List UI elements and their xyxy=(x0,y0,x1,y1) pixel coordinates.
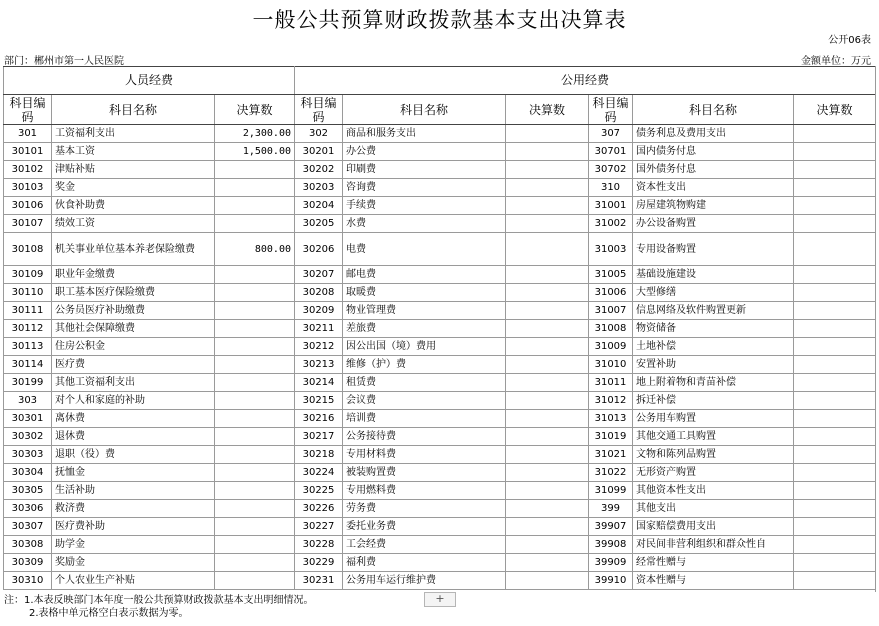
cell-code: 302 xyxy=(295,125,343,143)
cell-name: 救济费 xyxy=(52,500,215,518)
cell-amount xyxy=(215,392,295,410)
col-amount-header: 决算数 xyxy=(215,95,295,125)
cell-name: 劳务费 xyxy=(343,500,506,518)
cell-amount xyxy=(794,518,876,536)
cell-code: 30229 xyxy=(295,554,343,572)
cell-code: 30228 xyxy=(295,536,343,554)
cell-code: 39907 xyxy=(589,518,633,536)
cell-amount xyxy=(215,464,295,482)
cell-code: 30309 xyxy=(4,554,52,572)
cell-amount xyxy=(506,428,589,446)
cell-name: 工资福利支出 xyxy=(52,125,215,143)
cell-amount xyxy=(506,179,589,197)
cell-code: 30217 xyxy=(295,428,343,446)
cell-code: 30103 xyxy=(4,179,52,197)
cell-amount xyxy=(794,536,876,554)
cell-name: 维修（护）费 xyxy=(343,356,506,374)
cell-name: 拆迁补偿 xyxy=(633,392,794,410)
cell-name: 取暖费 xyxy=(343,284,506,302)
public-header: 公用经费 xyxy=(295,67,876,95)
cell-amount xyxy=(215,197,295,215)
cell-amount xyxy=(215,320,295,338)
cell-amount xyxy=(215,161,295,179)
cell-amount xyxy=(215,500,295,518)
cell-code: 30206 xyxy=(295,233,343,266)
table-row xyxy=(4,302,876,320)
cell-amount xyxy=(506,284,589,302)
cell-name: 资本性支出 xyxy=(633,179,794,197)
cell-amount xyxy=(506,572,589,590)
cell-code: 310 xyxy=(589,179,633,197)
cell-code: 30310 xyxy=(4,572,52,590)
table-row xyxy=(4,464,876,482)
cell-name: 商品和服务支出 xyxy=(343,125,506,143)
cell-name: 其他资本性支出 xyxy=(633,482,794,500)
cell-name: 电费 xyxy=(343,233,506,266)
cell-name: 信息网络及软件购置更新 xyxy=(633,302,794,320)
cell-amount: 800.00 xyxy=(215,233,295,266)
cell-name: 机关事业单位基本养老保险缴费 xyxy=(52,233,215,266)
cell-amount xyxy=(506,215,589,233)
cell-amount xyxy=(794,161,876,179)
cell-amount xyxy=(506,197,589,215)
cell-code: 30114 xyxy=(4,356,52,374)
cell-code: 30227 xyxy=(295,518,343,536)
cell-amount xyxy=(794,392,876,410)
cell-name: 租赁费 xyxy=(343,374,506,392)
cell-amount xyxy=(794,179,876,197)
cell-amount xyxy=(506,500,589,518)
form-number: 公开06表 xyxy=(828,35,871,46)
cell-amount xyxy=(215,446,295,464)
cell-name: 委托业务费 xyxy=(343,518,506,536)
cell-code: 31006 xyxy=(589,284,633,302)
cell-name: 福利费 xyxy=(343,554,506,572)
cell-amount xyxy=(506,482,589,500)
table-row xyxy=(4,374,876,392)
cell-name: 国外债务付息 xyxy=(633,161,794,179)
cell-code: 30215 xyxy=(295,392,343,410)
cell-amount xyxy=(215,215,295,233)
cell-name: 医疗费补助 xyxy=(52,518,215,536)
cell-name: 其他交通工具购置 xyxy=(633,428,794,446)
cell-name: 助学金 xyxy=(52,536,215,554)
cell-name: 地上附着物和青苗补偿 xyxy=(633,374,794,392)
cell-amount xyxy=(794,284,876,302)
cell-name: 办公费 xyxy=(343,143,506,161)
cell-code: 30226 xyxy=(295,500,343,518)
cell-amount xyxy=(215,284,295,302)
cell-amount xyxy=(506,446,589,464)
personnel-header: 人员经费 xyxy=(4,67,295,95)
cell-code: 30201 xyxy=(295,143,343,161)
cell-code: 31021 xyxy=(589,446,633,464)
cell-name: 生活补助 xyxy=(52,482,215,500)
cell-name: 工会经费 xyxy=(343,536,506,554)
expand-button[interactable]: + xyxy=(424,592,456,607)
cell-name: 文物和陈列品购置 xyxy=(633,446,794,464)
cell-name: 基础设施建设 xyxy=(633,266,794,284)
cell-amount xyxy=(794,482,876,500)
cell-amount xyxy=(506,161,589,179)
cell-name: 大型修缮 xyxy=(633,284,794,302)
cell-amount xyxy=(506,536,589,554)
table-row xyxy=(4,338,876,356)
cell-amount xyxy=(794,572,876,590)
cell-code: 307 xyxy=(589,125,633,143)
cell-name: 安置补助 xyxy=(633,356,794,374)
cell-name: 差旅费 xyxy=(343,320,506,338)
cell-amount xyxy=(794,374,876,392)
amount-unit-label: 金额单位：万元 xyxy=(801,56,871,67)
table-row xyxy=(4,392,876,410)
cell-amount xyxy=(794,215,876,233)
cell-code: 39910 xyxy=(589,572,633,590)
cell-code: 30218 xyxy=(295,446,343,464)
cell-name: 伙食补助费 xyxy=(52,197,215,215)
table-row xyxy=(4,554,876,572)
cell-name: 专用材料费 xyxy=(343,446,506,464)
cell-name: 退职（役）费 xyxy=(52,446,215,464)
cell-code: 30205 xyxy=(295,215,343,233)
cell-code: 30199 xyxy=(4,374,52,392)
cell-amount xyxy=(215,266,295,284)
col-name-header: 科目名称 xyxy=(633,95,794,125)
cell-amount xyxy=(215,536,295,554)
cell-code: 30302 xyxy=(4,428,52,446)
cell-amount xyxy=(215,482,295,500)
cell-amount xyxy=(215,518,295,536)
cell-name: 绩效工资 xyxy=(52,215,215,233)
cell-name: 邮电费 xyxy=(343,266,506,284)
cell-name: 其他工资福利支出 xyxy=(52,374,215,392)
cell-amount xyxy=(506,464,589,482)
cell-code: 303 xyxy=(4,392,52,410)
table-right-border xyxy=(875,66,876,592)
table-row xyxy=(4,233,876,266)
cell-code: 30207 xyxy=(295,266,343,284)
cell-name: 国家赔偿费用支出 xyxy=(633,518,794,536)
cell-name: 公务用车购置 xyxy=(633,410,794,428)
cell-code: 30225 xyxy=(295,482,343,500)
cell-name: 离休费 xyxy=(52,410,215,428)
cell-amount xyxy=(506,302,589,320)
cell-name: 住房公积金 xyxy=(52,338,215,356)
cell-name: 房屋建筑物购建 xyxy=(633,197,794,215)
cell-code: 31009 xyxy=(589,338,633,356)
cell-amount xyxy=(794,233,876,266)
table-row xyxy=(4,143,876,161)
cell-amount xyxy=(794,464,876,482)
col-amount-header: 决算数 xyxy=(794,95,876,125)
cell-code: 31001 xyxy=(589,197,633,215)
cell-code: 30106 xyxy=(4,197,52,215)
cell-code: 31008 xyxy=(589,320,633,338)
cell-name: 基本工资 xyxy=(52,143,215,161)
cell-code: 31019 xyxy=(589,428,633,446)
cell-code: 30231 xyxy=(295,572,343,590)
cell-code: 31010 xyxy=(589,356,633,374)
cell-name: 其他支出 xyxy=(633,500,794,518)
cell-name: 手续费 xyxy=(343,197,506,215)
table-row xyxy=(4,428,876,446)
cell-name: 对民间非营利组织和群众性自 xyxy=(633,536,794,554)
table-row xyxy=(4,320,876,338)
cell-code: 30303 xyxy=(4,446,52,464)
cell-amount xyxy=(215,356,295,374)
table-row xyxy=(4,410,876,428)
cell-code: 31013 xyxy=(589,410,633,428)
cell-amount xyxy=(506,392,589,410)
table-row xyxy=(4,197,876,215)
cell-name: 奖金 xyxy=(52,179,215,197)
cell-code: 30111 xyxy=(4,302,52,320)
col-name-header: 科目名称 xyxy=(343,95,506,125)
table-row xyxy=(4,161,876,179)
cell-code: 30101 xyxy=(4,143,52,161)
cell-name: 公务用车运行维护费 xyxy=(343,572,506,590)
cell-code: 30209 xyxy=(295,302,343,320)
cell-code: 30216 xyxy=(295,410,343,428)
cell-amount xyxy=(794,125,876,143)
cell-amount xyxy=(506,320,589,338)
cell-code: 30304 xyxy=(4,464,52,482)
cell-code: 30308 xyxy=(4,536,52,554)
cell-name: 资本性赠与 xyxy=(633,572,794,590)
cell-amount: 2,300.00 xyxy=(215,125,295,143)
cell-name: 经常性赠与 xyxy=(633,554,794,572)
expenditure-table xyxy=(3,66,876,590)
table-row xyxy=(4,500,876,518)
cell-name: 办公设备购置 xyxy=(633,215,794,233)
cell-name: 职工基本医疗保险缴费 xyxy=(52,284,215,302)
cell-code: 30305 xyxy=(4,482,52,500)
cell-amount xyxy=(794,446,876,464)
cell-amount xyxy=(794,197,876,215)
cell-code: 30108 xyxy=(4,233,52,266)
cell-amount xyxy=(506,554,589,572)
cell-amount xyxy=(506,338,589,356)
cell-amount xyxy=(794,338,876,356)
col-code-header: 科目编码 xyxy=(295,95,343,125)
cell-amount: 1,500.00 xyxy=(215,143,295,161)
cell-code: 30107 xyxy=(4,215,52,233)
cell-code: 30224 xyxy=(295,464,343,482)
cell-amount xyxy=(794,410,876,428)
cell-name: 土地补偿 xyxy=(633,338,794,356)
cell-amount xyxy=(215,410,295,428)
cell-name: 因公出国（境）费用 xyxy=(343,338,506,356)
table-row xyxy=(4,179,876,197)
cell-name: 退休费 xyxy=(52,428,215,446)
cell-code: 30208 xyxy=(295,284,343,302)
cell-code: 30203 xyxy=(295,179,343,197)
cell-amount xyxy=(794,302,876,320)
cell-amount xyxy=(794,554,876,572)
cell-name: 专用设备购置 xyxy=(633,233,794,266)
table-row xyxy=(4,518,876,536)
cell-name: 抚恤金 xyxy=(52,464,215,482)
cell-code: 30701 xyxy=(589,143,633,161)
cell-code: 30204 xyxy=(295,197,343,215)
cell-code: 39909 xyxy=(589,554,633,572)
cell-name: 国内债务付息 xyxy=(633,143,794,161)
cell-name: 专用燃料费 xyxy=(343,482,506,500)
cell-name: 物业管理费 xyxy=(343,302,506,320)
cell-name: 个人农业生产补贴 xyxy=(52,572,215,590)
cell-code: 31011 xyxy=(589,374,633,392)
cell-name: 津贴补贴 xyxy=(52,161,215,179)
table-notes xyxy=(4,594,314,620)
cell-name: 会议费 xyxy=(343,392,506,410)
cell-amount xyxy=(794,266,876,284)
table-row xyxy=(4,536,876,554)
cell-name: 咨询费 xyxy=(343,179,506,197)
cell-code: 30110 xyxy=(4,284,52,302)
note-line: 注：1.本表反映部门本年度一般公共预算财政拨款基本支出明细情况。 xyxy=(4,595,314,606)
cell-amount xyxy=(506,266,589,284)
cell-code: 31005 xyxy=(589,266,633,284)
cell-name: 其他社会保障缴费 xyxy=(52,320,215,338)
cell-amount xyxy=(215,338,295,356)
cell-code: 31007 xyxy=(589,302,633,320)
cell-name: 公务员医疗补助缴费 xyxy=(52,302,215,320)
table-row xyxy=(4,482,876,500)
cell-code: 31012 xyxy=(589,392,633,410)
cell-name: 物资储备 xyxy=(633,320,794,338)
table-row xyxy=(4,356,876,374)
cell-code: 30301 xyxy=(4,410,52,428)
cell-name: 债务利息及费用支出 xyxy=(633,125,794,143)
cell-code: 30306 xyxy=(4,500,52,518)
note-line: 2.表格中单元格空白表示数据为零。 xyxy=(29,608,189,619)
table-row xyxy=(4,284,876,302)
cell-amount xyxy=(215,374,295,392)
cell-amount xyxy=(794,356,876,374)
table-row xyxy=(4,125,876,143)
cell-code: 30702 xyxy=(589,161,633,179)
cell-name: 职业年金缴费 xyxy=(52,266,215,284)
department-label: 部门：郴州市第一人民医院 xyxy=(4,56,124,67)
cell-name: 公务接待费 xyxy=(343,428,506,446)
cell-amount xyxy=(506,143,589,161)
col-code-header: 科目编码 xyxy=(4,95,52,125)
cell-amount xyxy=(794,143,876,161)
cell-amount xyxy=(506,356,589,374)
cell-name: 印刷费 xyxy=(343,161,506,179)
cell-code: 30212 xyxy=(295,338,343,356)
cell-code: 30213 xyxy=(295,356,343,374)
cell-name: 水费 xyxy=(343,215,506,233)
cell-code: 30113 xyxy=(4,338,52,356)
cell-amount xyxy=(215,179,295,197)
cell-name: 对个人和家庭的补助 xyxy=(52,392,215,410)
cell-code: 30109 xyxy=(4,266,52,284)
table-row xyxy=(4,215,876,233)
table-row xyxy=(4,572,876,590)
cell-amount xyxy=(215,302,295,320)
cell-amount xyxy=(506,410,589,428)
cell-code: 30307 xyxy=(4,518,52,536)
cell-name: 被装购置费 xyxy=(343,464,506,482)
cell-amount xyxy=(215,554,295,572)
cell-name: 医疗费 xyxy=(52,356,215,374)
cell-amount xyxy=(794,428,876,446)
cell-code: 301 xyxy=(4,125,52,143)
cell-code: 31003 xyxy=(589,233,633,266)
cell-code: 30112 xyxy=(4,320,52,338)
cell-amount xyxy=(506,374,589,392)
col-code-header: 科目编码 xyxy=(589,95,633,125)
col-amount-header: 决算数 xyxy=(506,95,589,125)
cell-amount xyxy=(215,572,295,590)
page-title: 一般公共预算财政拨款基本支出决算表 xyxy=(252,8,627,32)
cell-amount xyxy=(506,518,589,536)
cell-name: 培训费 xyxy=(343,410,506,428)
cell-code: 31002 xyxy=(589,215,633,233)
cell-code: 30214 xyxy=(295,374,343,392)
cell-code: 30102 xyxy=(4,161,52,179)
cell-name: 奖励金 xyxy=(52,554,215,572)
col-name-header: 科目名称 xyxy=(52,95,215,125)
cell-amount xyxy=(794,500,876,518)
cell-code: 39908 xyxy=(589,536,633,554)
cell-code: 399 xyxy=(589,500,633,518)
cell-code: 31022 xyxy=(589,464,633,482)
cell-amount xyxy=(215,428,295,446)
cell-amount xyxy=(506,233,589,266)
cell-amount xyxy=(506,125,589,143)
table-row xyxy=(4,446,876,464)
cell-code: 31099 xyxy=(589,482,633,500)
cell-code: 30211 xyxy=(295,320,343,338)
cell-name: 无形资产购置 xyxy=(633,464,794,482)
cell-code: 30202 xyxy=(295,161,343,179)
table-row xyxy=(4,266,876,284)
cell-amount xyxy=(794,320,876,338)
